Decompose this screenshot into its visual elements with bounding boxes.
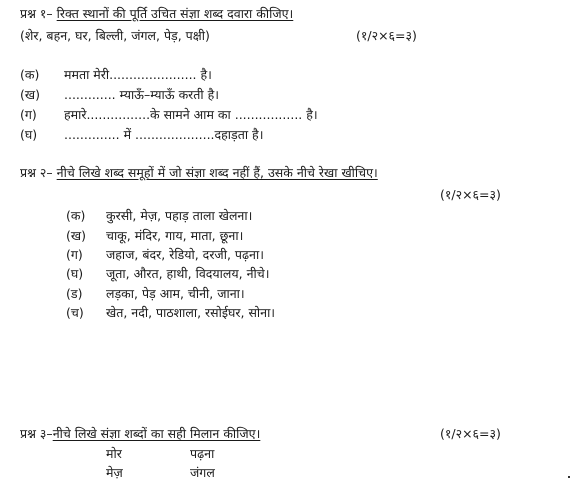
q2-item-label: (ग) — [66, 247, 83, 262]
q2-title: नीचे लिखे शब्द समूहों में जो संज्ञा शब्द नहीं हैं, उसके नीचे रेखा खीचिए। — [56, 165, 378, 180]
q1-item-text: ............. म्याऊँ–म्याऊँ करती है। — [64, 87, 219, 102]
q2-marks: (१/२×६=३) — [440, 187, 501, 202]
q2-item-text: कुरसी, मेज़, पहाड़ ताला खेलना। — [106, 208, 253, 223]
q3-right-word: जंगल — [190, 465, 215, 480]
q1-item-label: (घ) — [20, 127, 38, 142]
q3-label: प्रश्न ३– — [20, 426, 53, 441]
q1-item-text: हमारे................के सामने आम का ................. है। — [64, 107, 318, 122]
q2-item-text: चाकू, मंदिर, गाय, माता, छूना। — [106, 228, 244, 243]
q3-heading — [20, 426, 260, 442]
q2-item-text: लड़का, पेड़ आम, चीनी, जाना। — [106, 286, 245, 301]
q1-marks: (१/२×६=३) — [356, 28, 417, 43]
q1-item — [20, 127, 263, 143]
q2-item-label: (ड) — [66, 286, 83, 301]
q2-item — [66, 208, 252, 224]
q1-hint: (शेर, बहन, घर, बिल्ली, जंगल, पेड़, पक्षी) — [20, 28, 210, 43]
q1-heading — [20, 6, 293, 22]
q1-item-label: (ग) — [20, 107, 37, 122]
q1-item-label: (ख) — [20, 87, 40, 102]
q2-item-label: (क) — [66, 208, 86, 223]
q2-item — [66, 266, 269, 282]
q1-item-text: ममता मेरी...................... है। — [64, 67, 212, 82]
q3-right-word: पढ़ना — [190, 446, 215, 461]
q1-item — [20, 67, 212, 83]
q2-heading — [20, 165, 378, 181]
q3-title: नीचे लिखे संज्ञा शब्दों का सही मिलान कीजिए। — [52, 426, 261, 441]
q3-left-word: मोर — [106, 446, 122, 461]
q1-item — [20, 107, 318, 123]
q1-item-text: .............. में ....................दहाड़ता है। — [64, 127, 264, 142]
q1-item-label: (क) — [20, 67, 40, 82]
q1-item — [20, 87, 219, 103]
q2-label: प्रश्न २– — [20, 165, 57, 180]
q2-item-label: (च) — [66, 305, 84, 320]
q3-left-word: मेज़ — [106, 465, 123, 480]
q2-item-text: जूता, औरत, हाथी, विदयालय, नीचे। — [106, 266, 270, 281]
q3-marks: (१/२×६=३) — [440, 426, 501, 441]
q1-label: प्रश्न १– — [20, 6, 57, 21]
q2-item-label: (ख) — [66, 228, 86, 243]
q2-item — [66, 228, 243, 244]
page-speck — [568, 476, 570, 478]
q1-title: रिक्त स्थानों की पूर्ति उचित संज्ञा शब्द दवारा कीजिए। — [56, 6, 294, 21]
q2-item — [66, 305, 275, 321]
q2-item-label: (घ) — [66, 266, 84, 281]
q2-item-text: खेत, नदी, पाठशाला, रसोईघर, सोना। — [106, 305, 276, 320]
q2-item — [66, 247, 264, 263]
q2-item-text: जहाज, बंदर, रेडियो, दरजी, पढ़ना। — [106, 247, 264, 262]
q2-item — [66, 286, 245, 302]
